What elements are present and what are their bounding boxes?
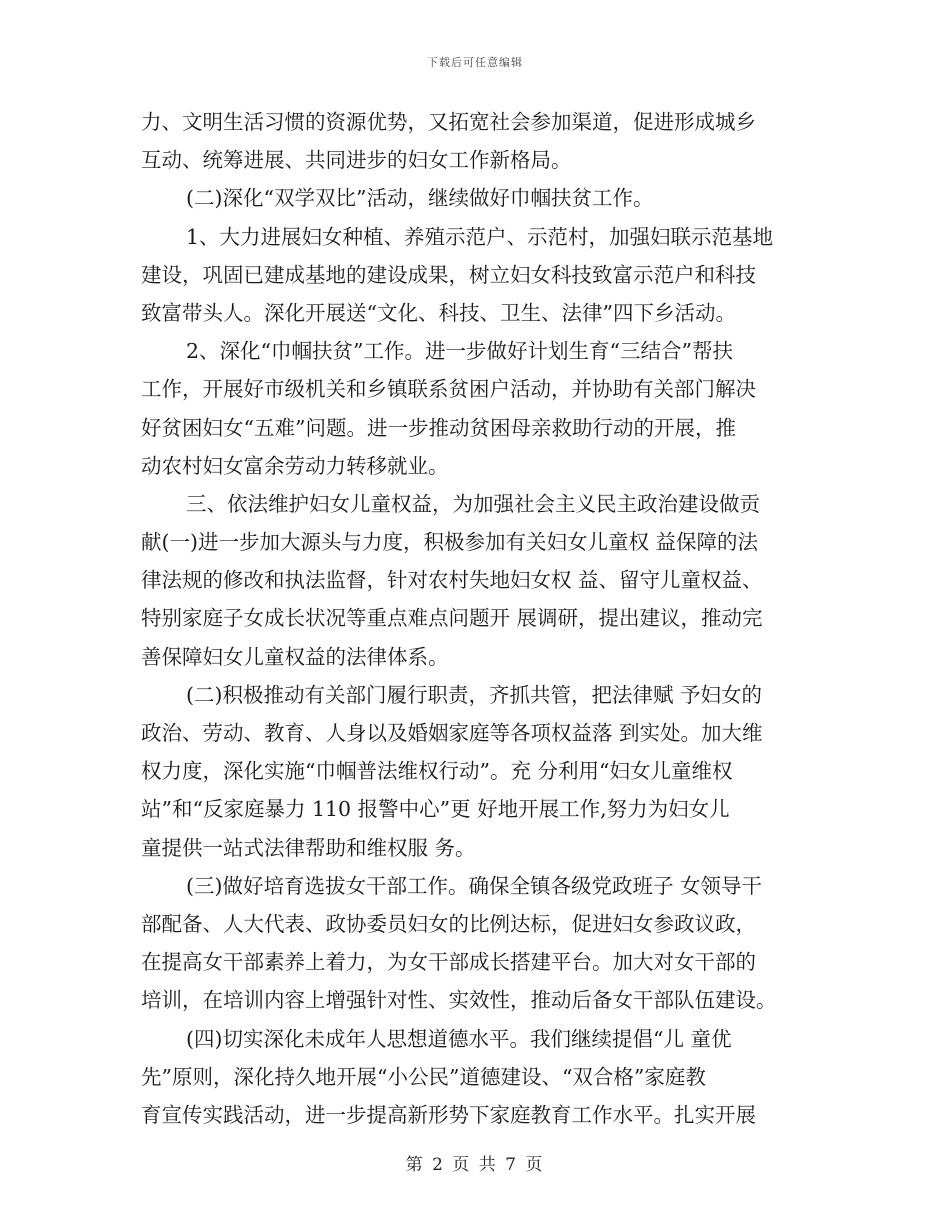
text-line: 权力度，深化实施“巾帼普法维权行动”。充 分利用“妇女儿童维权 <box>141 759 733 784</box>
text-line: 站”和“反家庭暴力 110 报警中心”更 好地开展工作,努力为妇女儿 <box>141 797 730 822</box>
text-line: 致富带头人。深化开展送“文化、科技、卫生、法律”四下乡活动。 <box>141 300 736 325</box>
text-line: 特别家庭子女成长状况等重点难点问题开 展调研，提出建议，推动完 <box>141 606 763 631</box>
text-line: 育宣传实践活动，进一步提高新形势下家庭教育工作水平。扎实开展 <box>141 1102 756 1127</box>
text-line: 工作，开展好市级机关和乡镇联系贫困户活动，并协助有关部门解决 <box>141 377 756 402</box>
page-header: 下载后可任意编辑 <box>427 56 523 69</box>
text-line: 部配备、人大代表、政协委员妇女的比例达标，促进妇女参政议政， <box>141 911 756 936</box>
text-line: 1、大力进展妇女种植、养殖示范户、示范村，加强妇联示范基地 <box>186 224 774 249</box>
section-heading: 三、依法维护妇女儿童权益，为加强社会主义民主政治建设做贡 <box>186 491 760 516</box>
text-line: 律法规的修改和执法监督，针对农村失地妇女权 益、留守儿童权益、 <box>141 568 763 593</box>
text-line: 动农村妇女富余劳动力转移就业。 <box>141 453 449 478</box>
text-line: 善保障妇女儿童权益的法律体系。 <box>141 644 449 669</box>
text-line: (三)做好培育选拔女干部工作。确保全镇各级党政班子 女领导干 <box>186 873 763 898</box>
text-line: 先”原则，深化持久地开展“小公民”道德建设、“双合格”家庭教 <box>141 1064 706 1089</box>
text-line: 2、深化“巾帼扶贫”工作。进一步做好计划生育“三结合”帮扶 <box>186 339 733 364</box>
page-number-footer: 第 2 页 共 7 页 <box>405 1155 545 1175</box>
text-line: 童提供一站式法律帮助和维权服 务。 <box>141 835 476 860</box>
text-line: 培训，在培训内容上增强针对性、实效性，推动后备女干部队伍建设。 <box>141 988 777 1013</box>
document-body <box>141 103 811 1134</box>
text-line: (四)切实深化未成年人思想道德水平。我们继续提倡“儿 童优 <box>186 1026 732 1051</box>
text-line: 好贫困妇女“五难”问题。进一步推动贫困母亲救助行动的开展，推 <box>141 415 736 440</box>
text-line: 政治、劳动、教育、人身以及婚姻家庭等各项权益落 到实处。加大维 <box>141 721 763 745</box>
text-line: (二)积极推动有关部门履行职责，齐抓共管，把法律赋 予妇女的 <box>186 682 763 707</box>
text-line: 力、文明生活习惯的资源优势，又拓宽社会参加渠道，促进形成城乡 <box>141 110 756 134</box>
text-line: 在提高女干部素养上着力，为女干部成长搭建平台。加大对女干部的 <box>141 950 756 975</box>
text-line: 建设，巩固已建成基地的建设成果，树立妇女科技致富示范户和科技 <box>141 262 756 287</box>
section-heading: (二)深化“双学双比”活动，继续做好巾帼扶贫工作。 <box>186 186 654 211</box>
text-line: 互动、统筹进展、共同进步的妇女工作新格局。 <box>141 148 572 173</box>
text-line: 献(一)进一步加大源头与力度，积极参加有关妇女儿童权 益保障的法 <box>141 530 759 555</box>
